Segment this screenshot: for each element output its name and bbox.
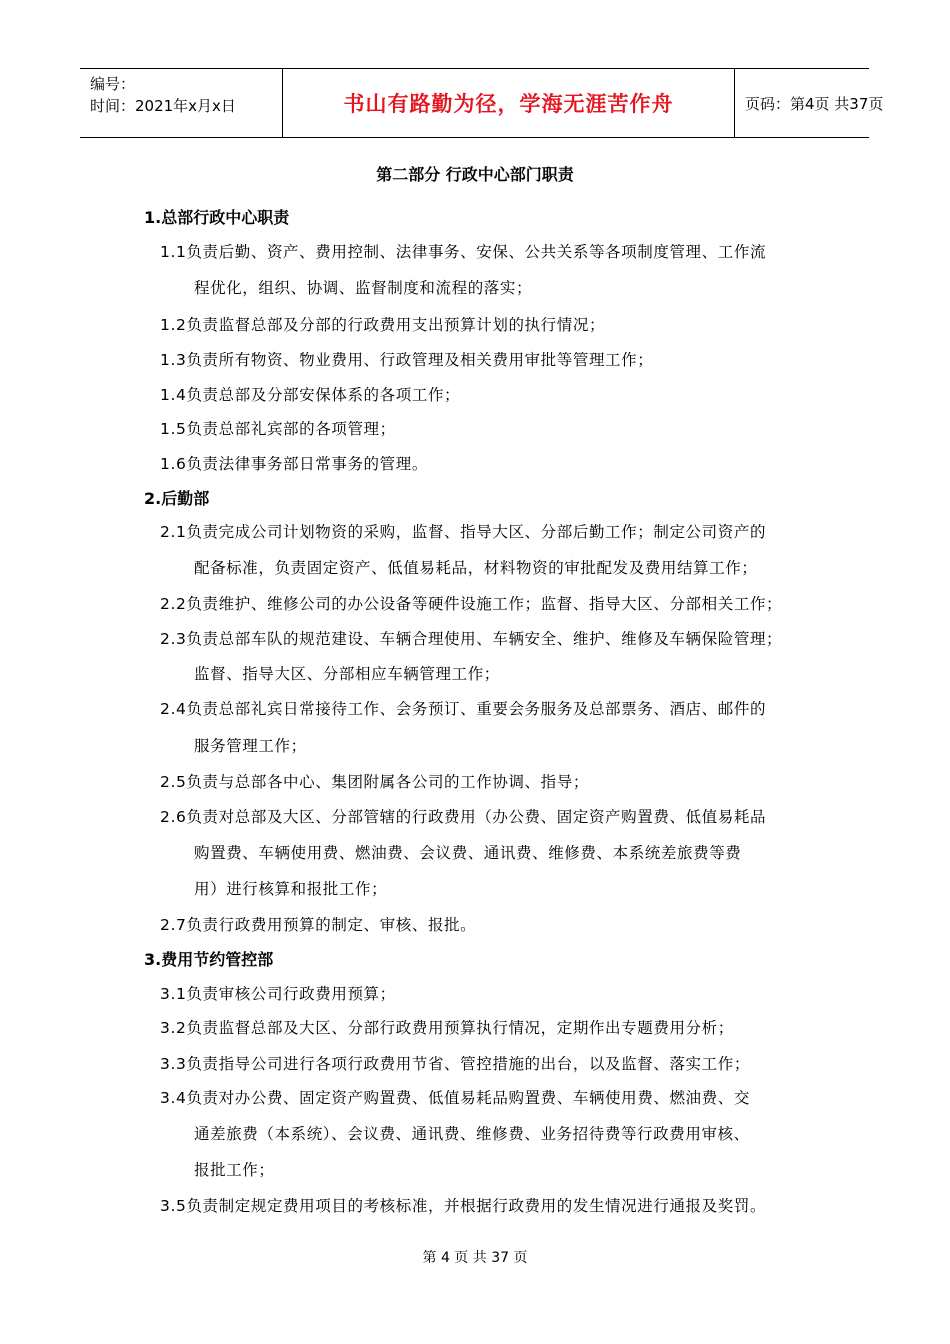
- duty-item-continuation: 购置费、车辆使用费、燃油费、会议费、通讯费、维修费、本系统差旅费等费: [194, 844, 742, 862]
- section-heading: 2.后勤部: [144, 489, 210, 508]
- duty-item: 2.5负责与总部各中心、集团附属各公司的工作协调、指导；: [160, 773, 589, 791]
- document-time-label: 时间：2021年x月x日: [90, 97, 236, 115]
- duty-item: 1.6负责法律事务部日常事务的管理。: [160, 455, 428, 473]
- duty-item: 2.2负责维护、维修公司的办公设备等硬件设施工作；监督、指导大区、分部相关工作；: [160, 595, 783, 613]
- duty-item: 2.3负责总部车队的规范建设、车辆合理使用、车辆安全、维护、维修及车辆保险管理；: [160, 630, 783, 648]
- duty-item-continuation: 程优化，组织、协调、监督制度和流程的落实；: [194, 279, 533, 297]
- duty-item-continuation: 报批工作；: [194, 1161, 275, 1179]
- duty-item: 3.3负责指导公司进行各项行政费用节省、管控措施的出台，以及监督、落实工作；: [160, 1055, 750, 1073]
- duty-item: 3.5负责制定规定费用项目的考核标准，并根据行政费用的发生情况进行通报及奖罚。: [160, 1197, 767, 1215]
- duty-item-continuation: 配备标准，负责固定资产、低值易耗品，材料物资的审批配发及费用结算工作；: [194, 559, 758, 577]
- duty-item: 1.2负责监督总部及分部的行政费用支出预算计划的执行情况；: [160, 316, 606, 334]
- duty-item: 2.7负责行政费用预算的制定、审核、报批。: [160, 916, 477, 934]
- duty-item-continuation: 服务管理工作；: [194, 737, 307, 755]
- duty-item-continuation: 监督、指导大区、分部相应车辆管理工作；: [194, 665, 500, 683]
- duty-item: 1.1负责后勤、资产、费用控制、法律事务、安保、公共关系等各项制度管理、工作流: [160, 243, 767, 261]
- section-heading: 1.总部行政中心职责: [144, 208, 290, 227]
- duty-item: 3.2负责监督总部及大区、分部行政费用预算执行情况，定期作出专题费用分析；: [160, 1019, 734, 1037]
- page-title: 第二部分 行政中心部门职责: [376, 165, 574, 184]
- duty-item: 1.5负责总部礼宾部的各项管理；: [160, 420, 396, 438]
- duty-item: 2.1负责完成公司计划物资的采购，监督、指导大区、分部后勤工作；制定公司资产的: [160, 523, 767, 541]
- page-footer: 第 4 页 共 37 页: [422, 1250, 528, 1266]
- header-page-label: 页码：第4页 共37页: [745, 94, 884, 113]
- document-number-label: 编号：: [90, 75, 136, 93]
- section-heading: 3.费用节约管控部: [144, 950, 274, 969]
- duty-item: 3.1负责审核公司行政费用预算；: [160, 985, 396, 1003]
- duty-item: 3.4负责对办公费、固定资产购置费、低值易耗品购置费、车辆使用费、燃油费、交: [160, 1089, 750, 1107]
- page-header: [80, 68, 884, 138]
- duty-item-continuation: 用）进行核算和报批工作；: [194, 880, 388, 898]
- duty-item-continuation: 通差旅费（本系统）、会议费、通讯费、维修费、业务招待费等行政费用审核、: [194, 1125, 750, 1143]
- header-motto: 书山有路勤为径，学海无涯苦作舟: [282, 69, 735, 137]
- duty-item: 1.3负责所有物资、物业费用、行政管理及相关费用审批等管理工作；: [160, 351, 654, 369]
- duty-item: 2.6负责对总部及大区、分部管辖的行政费用（办公费、固定资产购置费、低值易耗品: [160, 808, 767, 826]
- duty-item: 2.4负责总部礼宾日常接待工作、会务预订、重要会务服务及总部票务、酒店、邮件的: [160, 700, 767, 718]
- header-meta: [80, 69, 282, 137]
- duty-item: 1.4负责总部及分部安保体系的各项工作；: [160, 386, 461, 404]
